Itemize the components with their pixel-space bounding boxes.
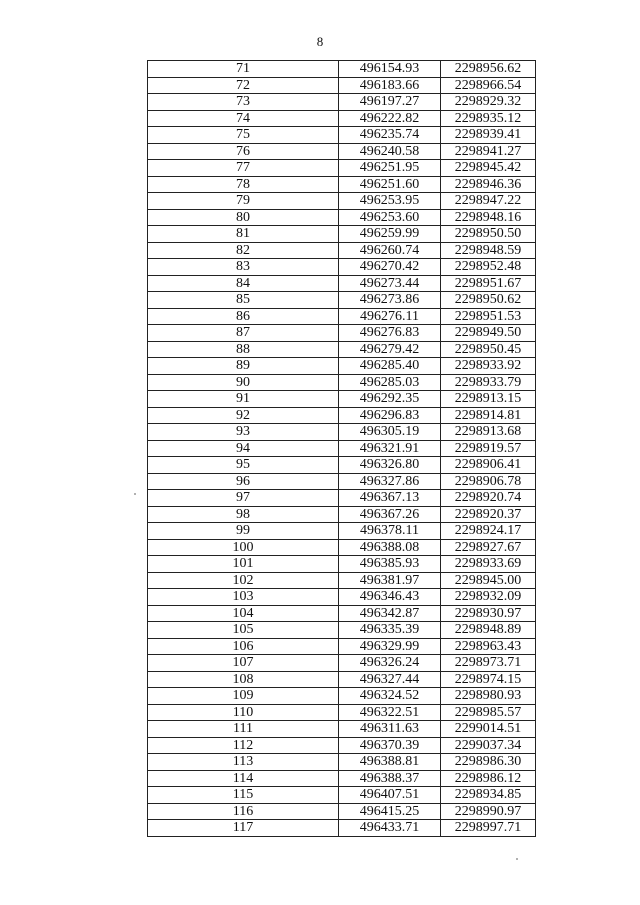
table-row	[148, 556, 536, 573]
table-row	[148, 589, 536, 606]
point-number-cell: 84	[148, 275, 339, 292]
y-coordinate-cell: 2298950.50	[441, 226, 536, 243]
y-coordinate-cell: 2299014.51	[441, 721, 536, 738]
y-coordinate-cell: 2298941.27	[441, 143, 536, 160]
y-coordinate-cell: 2298920.74	[441, 490, 536, 507]
table-row	[148, 638, 536, 655]
point-number-cell: 103	[148, 589, 339, 606]
y-coordinate-cell: 2298948.59	[441, 242, 536, 259]
table-row	[148, 77, 536, 94]
table-row	[148, 242, 536, 259]
x-coordinate-cell: 496388.81	[339, 754, 441, 771]
x-coordinate-cell: 496311.63	[339, 721, 441, 738]
point-number-cell: 115	[148, 787, 339, 804]
y-coordinate-cell: 2298951.67	[441, 275, 536, 292]
point-number-cell: 76	[148, 143, 339, 160]
y-coordinate-cell: 2298939.41	[441, 127, 536, 144]
x-coordinate-cell: 496335.39	[339, 622, 441, 639]
y-coordinate-cell: 2298945.00	[441, 572, 536, 589]
x-coordinate-cell: 496327.44	[339, 671, 441, 688]
x-coordinate-cell: 496154.93	[339, 61, 441, 78]
table-row	[148, 820, 536, 837]
y-coordinate-cell: 2298924.17	[441, 523, 536, 540]
point-number-cell: 113	[148, 754, 339, 771]
y-coordinate-cell: 2298948.89	[441, 622, 536, 639]
point-number-cell: 96	[148, 473, 339, 490]
y-coordinate-cell: 2298963.43	[441, 638, 536, 655]
table-row	[148, 391, 536, 408]
point-number-cell: 112	[148, 737, 339, 754]
point-number-cell: 114	[148, 770, 339, 787]
table-row	[148, 259, 536, 276]
y-coordinate-cell: 2298919.57	[441, 440, 536, 457]
x-coordinate-cell: 496305.19	[339, 424, 441, 441]
x-coordinate-cell: 496433.71	[339, 820, 441, 837]
x-coordinate-cell: 496273.86	[339, 292, 441, 309]
x-coordinate-cell: 496279.42	[339, 341, 441, 358]
table-row	[148, 193, 536, 210]
y-coordinate-cell: 2298949.50	[441, 325, 536, 342]
table-row	[148, 490, 536, 507]
y-coordinate-cell: 2298913.68	[441, 424, 536, 441]
table-row	[148, 160, 536, 177]
y-coordinate-cell: 2299037.34	[441, 737, 536, 754]
y-coordinate-cell: 2298933.79	[441, 374, 536, 391]
x-coordinate-cell: 496292.35	[339, 391, 441, 408]
x-coordinate-cell: 496381.97	[339, 572, 441, 589]
table-row	[148, 226, 536, 243]
y-coordinate-cell: 2298990.97	[441, 803, 536, 820]
x-coordinate-cell: 496260.74	[339, 242, 441, 259]
x-coordinate-cell: 496324.52	[339, 688, 441, 705]
point-number-cell: 95	[148, 457, 339, 474]
table-row	[148, 440, 536, 457]
point-number-cell: 97	[148, 490, 339, 507]
point-number-cell: 93	[148, 424, 339, 441]
y-coordinate-cell: 2298932.09	[441, 589, 536, 606]
x-coordinate-cell: 496183.66	[339, 77, 441, 94]
x-coordinate-cell: 496342.87	[339, 605, 441, 622]
table-row	[148, 94, 536, 111]
table-row	[148, 770, 536, 787]
x-coordinate-cell: 496251.60	[339, 176, 441, 193]
table-row	[148, 341, 536, 358]
y-coordinate-cell: 2298906.41	[441, 457, 536, 474]
table-row	[148, 424, 536, 441]
y-coordinate-cell: 2298980.93	[441, 688, 536, 705]
point-number-cell: 100	[148, 539, 339, 556]
table-row	[148, 308, 536, 325]
x-coordinate-cell: 496259.99	[339, 226, 441, 243]
y-coordinate-cell: 2298973.71	[441, 655, 536, 672]
x-coordinate-cell: 496415.25	[339, 803, 441, 820]
y-coordinate-cell: 2298927.67	[441, 539, 536, 556]
point-number-cell: 90	[148, 374, 339, 391]
point-number-cell: 85	[148, 292, 339, 309]
x-coordinate-cell: 496370.39	[339, 737, 441, 754]
point-number-cell: 94	[148, 440, 339, 457]
x-coordinate-cell: 496346.43	[339, 589, 441, 606]
x-coordinate-cell: 496270.42	[339, 259, 441, 276]
y-coordinate-cell: 2298920.37	[441, 506, 536, 523]
point-number-cell: 79	[148, 193, 339, 210]
coordinates-table	[147, 60, 536, 837]
page-number: 8	[316, 34, 324, 49]
x-coordinate-cell: 496367.26	[339, 506, 441, 523]
table-row	[148, 803, 536, 820]
y-coordinate-cell: 2298974.15	[441, 671, 536, 688]
y-coordinate-cell: 2298930.97	[441, 605, 536, 622]
point-number-cell: 106	[148, 638, 339, 655]
y-coordinate-cell: 2298948.16	[441, 209, 536, 226]
y-coordinate-cell: 2298914.81	[441, 407, 536, 424]
table-row	[148, 704, 536, 721]
table-row	[148, 688, 536, 705]
point-number-cell: 74	[148, 110, 339, 127]
y-coordinate-cell: 2298934.85	[441, 787, 536, 804]
x-coordinate-cell: 496235.74	[339, 127, 441, 144]
table-row	[148, 539, 536, 556]
point-number-cell: 71	[148, 61, 339, 78]
x-coordinate-cell: 496273.44	[339, 275, 441, 292]
x-coordinate-cell: 496253.95	[339, 193, 441, 210]
x-coordinate-cell: 496285.40	[339, 358, 441, 375]
point-number-cell: 107	[148, 655, 339, 672]
x-coordinate-cell: 496329.99	[339, 638, 441, 655]
point-number-cell: 117	[148, 820, 339, 837]
point-number-cell: 109	[148, 688, 339, 705]
point-number-cell: 98	[148, 506, 339, 523]
table-row	[148, 358, 536, 375]
point-number-cell: 78	[148, 176, 339, 193]
point-number-cell: 92	[148, 407, 339, 424]
point-number-cell: 102	[148, 572, 339, 589]
y-coordinate-cell: 2298913.15	[441, 391, 536, 408]
y-coordinate-cell: 2298935.12	[441, 110, 536, 127]
y-coordinate-cell: 2298951.53	[441, 308, 536, 325]
point-number-cell: 73	[148, 94, 339, 111]
x-coordinate-cell: 496388.08	[339, 539, 441, 556]
table-row	[148, 754, 536, 771]
table-row	[148, 457, 536, 474]
x-coordinate-cell: 496367.13	[339, 490, 441, 507]
x-coordinate-cell: 496240.58	[339, 143, 441, 160]
table-row	[148, 275, 536, 292]
table-row	[148, 61, 536, 78]
x-coordinate-cell: 496327.86	[339, 473, 441, 490]
table-row	[148, 110, 536, 127]
point-number-cell: 88	[148, 341, 339, 358]
point-number-cell: 83	[148, 259, 339, 276]
table-row	[148, 572, 536, 589]
y-coordinate-cell: 2298929.32	[441, 94, 536, 111]
y-coordinate-cell: 2298947.22	[441, 193, 536, 210]
point-number-cell: 101	[148, 556, 339, 573]
table-row	[148, 523, 536, 540]
point-number-cell: 86	[148, 308, 339, 325]
point-number-cell: 111	[148, 721, 339, 738]
y-coordinate-cell: 2298997.71	[441, 820, 536, 837]
table-row	[148, 605, 536, 622]
y-coordinate-cell: 2298945.42	[441, 160, 536, 177]
table-row	[148, 407, 536, 424]
y-coordinate-cell: 2298950.45	[441, 341, 536, 358]
point-number-cell: 77	[148, 160, 339, 177]
x-coordinate-cell: 496253.60	[339, 209, 441, 226]
y-coordinate-cell: 2298966.54	[441, 77, 536, 94]
table-row	[148, 143, 536, 160]
y-coordinate-cell: 2298906.78	[441, 473, 536, 490]
point-number-cell: 116	[148, 803, 339, 820]
point-number-cell: 99	[148, 523, 339, 540]
point-number-cell: 81	[148, 226, 339, 243]
x-coordinate-cell: 496276.11	[339, 308, 441, 325]
table-row	[148, 292, 536, 309]
x-coordinate-cell: 496378.11	[339, 523, 441, 540]
table-row	[148, 374, 536, 391]
x-coordinate-cell: 496385.93	[339, 556, 441, 573]
point-number-cell: 89	[148, 358, 339, 375]
y-coordinate-cell: 2298933.69	[441, 556, 536, 573]
table-row	[148, 209, 536, 226]
point-number-cell: 105	[148, 622, 339, 639]
scan-speck	[516, 858, 518, 860]
point-number-cell: 80	[148, 209, 339, 226]
x-coordinate-cell: 496322.51	[339, 704, 441, 721]
y-coordinate-cell: 2298986.30	[441, 754, 536, 771]
scan-speck	[134, 493, 136, 495]
y-coordinate-cell: 2298933.92	[441, 358, 536, 375]
table-row	[148, 506, 536, 523]
point-number-cell: 82	[148, 242, 339, 259]
y-coordinate-cell: 2298946.36	[441, 176, 536, 193]
table-row	[148, 655, 536, 672]
x-coordinate-cell: 496222.82	[339, 110, 441, 127]
x-coordinate-cell: 496326.80	[339, 457, 441, 474]
y-coordinate-cell: 2298950.62	[441, 292, 536, 309]
x-coordinate-cell: 496388.37	[339, 770, 441, 787]
x-coordinate-cell: 496285.03	[339, 374, 441, 391]
y-coordinate-cell: 2298986.12	[441, 770, 536, 787]
table-row	[148, 721, 536, 738]
table-row	[148, 671, 536, 688]
point-number-cell: 104	[148, 605, 339, 622]
table-row	[148, 622, 536, 639]
y-coordinate-cell: 2298956.62	[441, 61, 536, 78]
table-row	[148, 325, 536, 342]
y-coordinate-cell: 2298952.48	[441, 259, 536, 276]
x-coordinate-cell: 496251.95	[339, 160, 441, 177]
coordinates-table-body	[148, 61, 536, 837]
table-row	[148, 473, 536, 490]
table-row	[148, 737, 536, 754]
table-row	[148, 127, 536, 144]
y-coordinate-cell: 2298985.57	[441, 704, 536, 721]
x-coordinate-cell: 496197.27	[339, 94, 441, 111]
point-number-cell: 72	[148, 77, 339, 94]
x-coordinate-cell: 496407.51	[339, 787, 441, 804]
table-row	[148, 176, 536, 193]
point-number-cell: 91	[148, 391, 339, 408]
x-coordinate-cell: 496296.83	[339, 407, 441, 424]
point-number-cell: 110	[148, 704, 339, 721]
point-number-cell: 87	[148, 325, 339, 342]
x-coordinate-cell: 496321.91	[339, 440, 441, 457]
point-number-cell: 108	[148, 671, 339, 688]
x-coordinate-cell: 496276.83	[339, 325, 441, 342]
table-row	[148, 787, 536, 804]
x-coordinate-cell: 496326.24	[339, 655, 441, 672]
point-number-cell: 75	[148, 127, 339, 144]
